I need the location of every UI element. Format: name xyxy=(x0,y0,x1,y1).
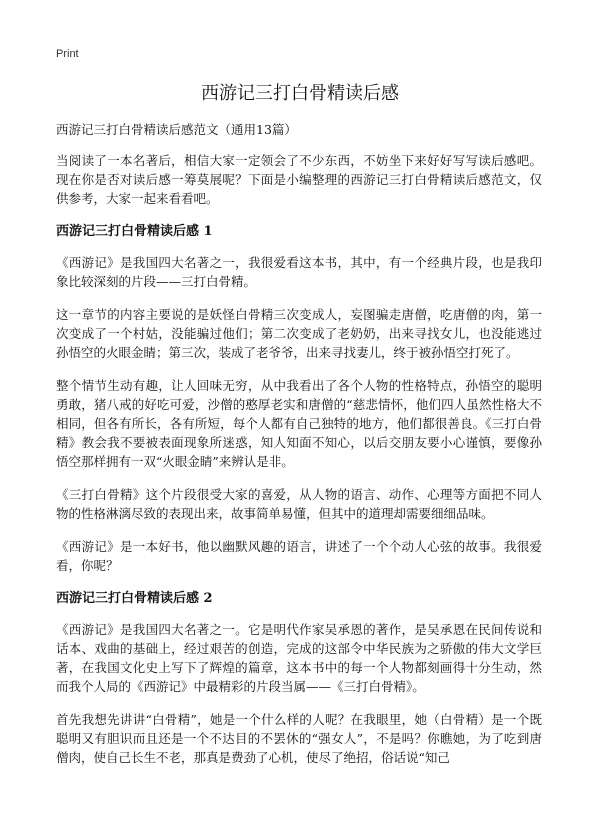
document-subtitle: 西游记三打白骨精读后感范文（通用13篇） xyxy=(56,122,297,137)
print-label[interactable]: Print xyxy=(56,48,79,60)
section2-paragraph-1: 《西游记》是我国四大名著之一。它是明代作家吴承恩的著作，是吴承恩在民间传说和话本、戏曲的基础上，经过艰苦的创造，完成的这部令中华民族为之骄傲的伟大文学巨著，在我国文化史上写下了辉煌的篇章，这本书中的每一个人物都刻画得十分生动，然而我个人局的《西游记》中最精彩的片段当属——《三打白骨精》。 xyxy=(56,622,542,694)
document-body xyxy=(56,120,542,781)
section2-paragraph-2: 首先我想先讲讲“白骨精”，她是一个什么样的人呢？在我眼里，她（白骨精）是一个既聪明又有胆识而且还是一个不达目的不罢休的“强女人”，不是吗？你瞧她，为了吃到唐僧肉，使自己长生不老，那真是费劲了心机，使尽了绝招，俗话说“知己 xyxy=(56,712,542,765)
section1-paragraph-1: 《西游记》是我国四大名著之一，我很爱看这本书，其中，有一个经典片段，也是我印象比较深刻的片段——三打白骨精。 xyxy=(56,255,542,289)
section1-paragraph-4: 《三打白骨精》这个片段很受大家的喜爱，从人物的语言、动作、心理等方面把不同人物的性格淋漓尽致的表现出来，故事简单易懂，但其中的道理却需要细细品味。 xyxy=(56,487,542,521)
section1-paragraph-3: 整个情节生动有趣，让人回味无穷，从中我看出了各个人物的性格特点，孙悟空的聪明勇敢，猪八戒的好吃可爱，沙僧的憨厚老实和唐僧的“慈悲情怀，他们四人虽然性格大不相同，但各有所长，各有所短，每个人都有自己独特的地方，他们都很善良。《三打白骨精》教会我不要被表面现象所迷惑，知人知面不知心，以后交朋友要小心谨慎，要像孙悟空那样拥有一双“火眼金睛”来辨认是非。 xyxy=(56,378,542,469)
section-heading-2: 西游记三打白骨精读后感 2 xyxy=(56,591,213,606)
section1-paragraph-5: 《西游记》是一本好书，他以幽默风趣的语言，讲述了一个个动人心弦的故事。我很爱看，你呢？ xyxy=(56,539,542,573)
section1-paragraph-2: 这一章节的内容主要说的是妖怪白骨精三次变成人，妄图骗走唐僧，吃唐僧的肉，第一次变成了一个村姑，没能骗过他们；第二次变成了老奶奶，出来寻找女儿，也没能逃过孙悟空的火眼金睛；第三次，装成了老爷爷，出来寻找妻儿，终于被孙悟空打死了。 xyxy=(56,307,542,360)
intro-paragraph: 当阅读了一本名著后，相信大家一定领会了不少东西，不妨坐下来好好写写读后感吧。现在你是否对读后感一筹莫展呢？下面是小编整理的西游记三打白骨精读后感范文，仅供参考，大家一起来看看吧。 xyxy=(56,153,542,206)
page-title: 西游记三打白骨精读后感 xyxy=(201,83,399,104)
section-heading-1: 西游记三打白骨精读后感 1 xyxy=(56,224,213,239)
